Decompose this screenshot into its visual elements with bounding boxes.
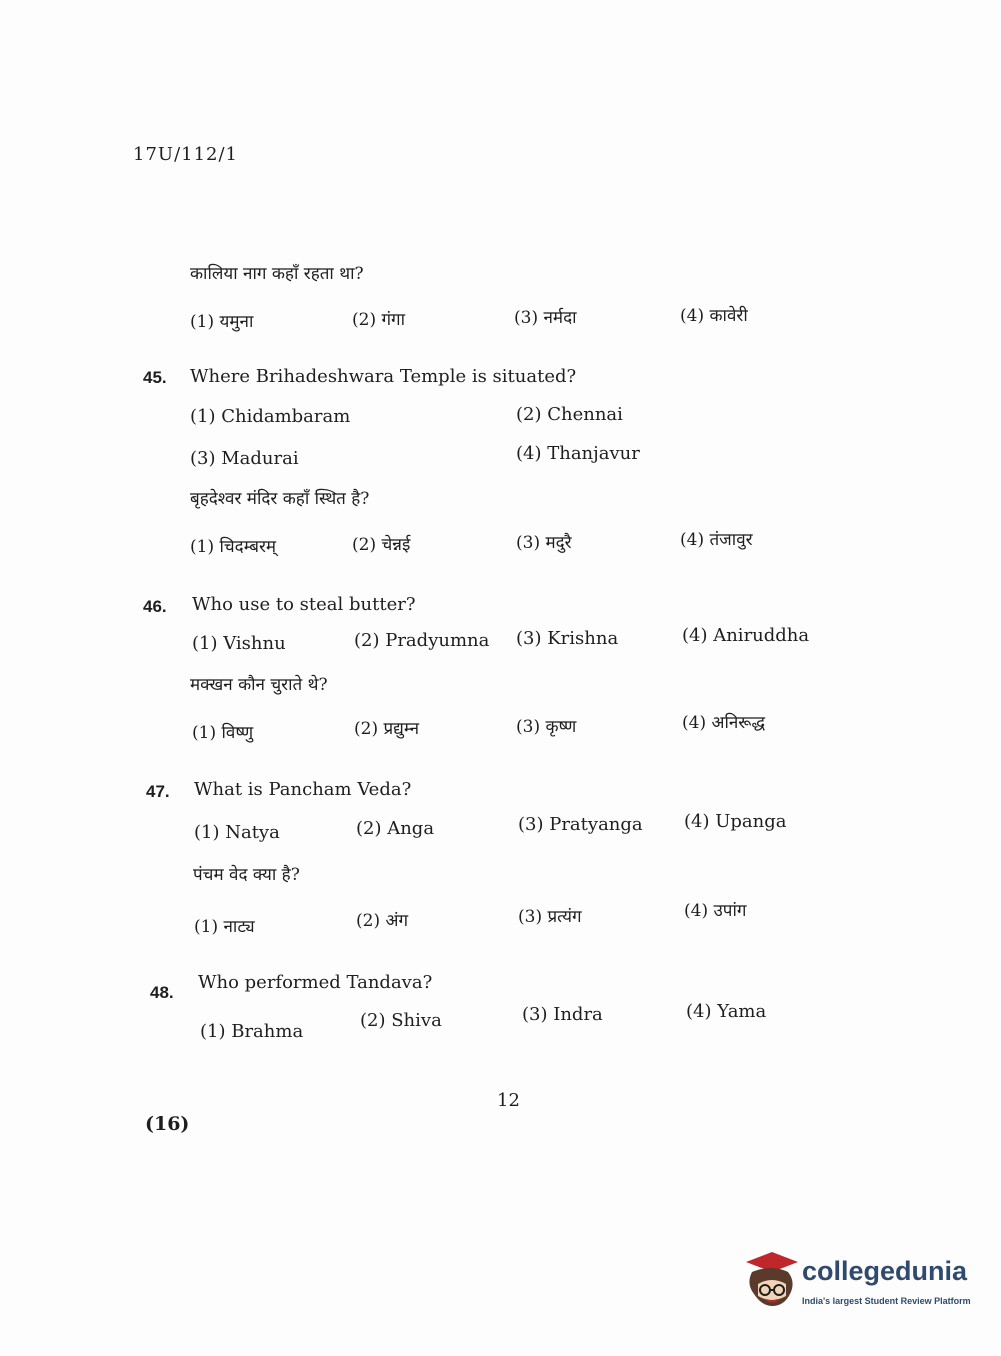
q46-hindi-option-1: (1) विष्णु <box>192 723 254 743</box>
q46-question: Who use to steal butter? <box>192 594 416 615</box>
q47-option-3: (3) Pratyanga <box>518 814 643 835</box>
q45-option-1: (1) Chidambaram <box>190 406 351 427</box>
q45-option-2: (2) Chennai <box>516 404 623 425</box>
q46-option-4: (4) Aniruddha <box>682 625 810 646</box>
q45-hindi-option-3: (3) मदुरै <box>516 533 572 553</box>
brand-tagline: India's largest Student Review Platform <box>802 1296 971 1306</box>
q45-option-4: (4) Thanjavur <box>516 443 640 464</box>
q45-hindi-option-4: (4) तंजावुर <box>680 530 753 550</box>
collegedunia-watermark <box>742 1250 972 1320</box>
q48-question: Who performed Tandava? <box>198 972 433 993</box>
brand-name: collegedunia <box>802 1256 968 1286</box>
q44-hindi-question: कालिया नाग कहाँ रहता था? <box>190 264 364 284</box>
q47-question: What is Pancham Veda? <box>194 779 412 800</box>
q48-option-2: (2) Shiva <box>360 1010 442 1031</box>
q44-hindi-option-2: (2) गंगा <box>352 310 406 330</box>
q47-hindi-option-4: (4) उपांग <box>684 901 747 921</box>
q45-hindi-option-2: (2) चेन्नई <box>352 535 411 555</box>
page-number: 12 <box>497 1090 520 1111</box>
q46-option-3: (3) Krishna <box>516 628 619 649</box>
q47-hindi-option-1: (1) नाट्य <box>194 917 255 937</box>
q44-hindi-option-4: (4) कावेरी <box>680 306 748 326</box>
q47-hindi-option-2: (2) अंग <box>356 911 409 931</box>
q47-hindi-question: पंचम वेद क्या है? <box>193 865 300 885</box>
mascot-logo-icon <box>742 1250 800 1312</box>
paper-code: 17U/112/1 <box>133 144 239 165</box>
q44-hindi-option-3: (3) नर्मदा <box>514 308 577 328</box>
q48-option-1: (1) Brahma <box>200 1021 304 1042</box>
q45-hindi-option-1: (1) चिदम्बरम् <box>190 537 277 557</box>
q48-number: 48. <box>150 983 174 1002</box>
q46-option-1: (1) Vishnu <box>192 633 286 654</box>
q45-option-3: (3) Madurai <box>190 448 299 469</box>
q48-option-4: (4) Yama <box>686 1001 767 1022</box>
q46-number: 46. <box>143 597 167 616</box>
q47-option-2: (2) Anga <box>356 818 435 839</box>
q46-hindi-question: मक्खन कौन चुराते थे? <box>190 675 328 695</box>
q47-option-4: (4) Upanga <box>684 811 787 832</box>
q45-number: 45. <box>143 368 167 387</box>
q47-option-1: (1) Natya <box>194 822 280 843</box>
q48-option-3: (3) Indra <box>522 1004 603 1025</box>
q47-hindi-option-3: (3) प्रत्यंग <box>518 907 582 927</box>
page-marker: (16) <box>145 1113 190 1135</box>
q46-hindi-option-3: (3) कृष्ण <box>516 717 577 737</box>
q44-hindi-option-1: (1) यमुना <box>190 312 254 332</box>
q46-hindi-option-4: (4) अनिरूद्ध <box>682 713 766 733</box>
q47-number: 47. <box>146 782 170 801</box>
q46-option-2: (2) Pradyumna <box>354 630 490 651</box>
q45-hindi-question: बृहदेश्वर मंदिर कहाँ स्थित है? <box>190 489 370 509</box>
q46-hindi-option-2: (2) प्रद्युम्न <box>354 719 420 739</box>
q45-question: Where Brihadeshwara Temple is situated? <box>190 366 577 387</box>
